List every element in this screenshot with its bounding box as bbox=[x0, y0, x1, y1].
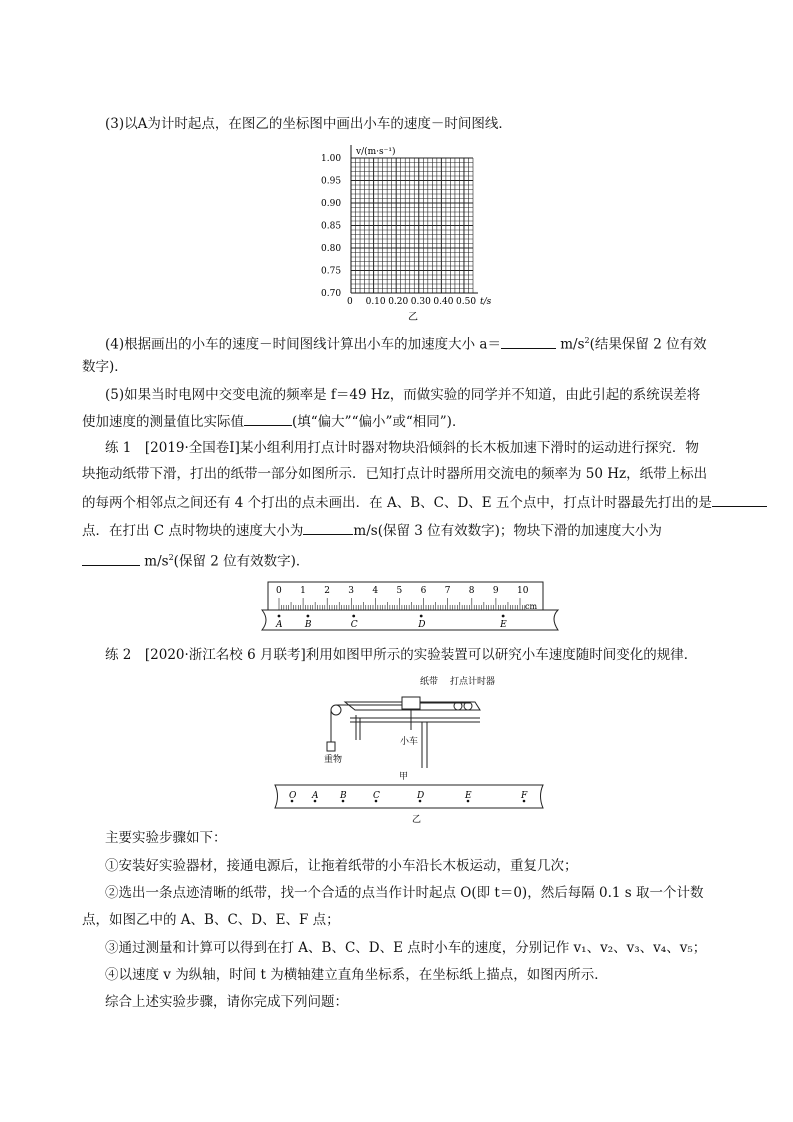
x-tick-label: 0.10 bbox=[365, 297, 386, 307]
ruler-number: 0 bbox=[276, 586, 282, 596]
ruler-number: 4 bbox=[372, 586, 379, 596]
question-4: (4)根据画出的小车的速度－时间图线计算出小车的加速度大小 $a= m/s^2$(结果保留 2 位有效 bbox=[105, 331, 707, 355]
tape-point-label: E bbox=[465, 791, 472, 801]
ruler-number: 9 bbox=[492, 586, 499, 596]
tape-label: 纸带 bbox=[420, 677, 439, 687]
y-tick-label: 0.85 bbox=[321, 221, 342, 232]
tape-point-label: C bbox=[373, 791, 380, 801]
x-tick-label: 0 bbox=[347, 297, 353, 307]
practice-2: 练 2 [2020·浙江名校 6 月联考]利用如图甲所示的实验装置可以研究小车速度随时间变化的规律． bbox=[105, 647, 698, 663]
tape-dot bbox=[420, 615, 423, 618]
tape-point-label: D bbox=[417, 791, 425, 801]
practice-1-line: 的每两个相邻点之间还有 4 个打出的点未画出．在 A、B、C、D、E 五个点中，打点计时器最先打出的是 bbox=[82, 492, 767, 513]
tape-point-label: A bbox=[312, 791, 319, 801]
x-axis-label: t/s bbox=[480, 297, 492, 307]
ruler-number: 3 bbox=[348, 586, 355, 596]
weight-label: 重物 bbox=[324, 755, 343, 765]
x-tick-label: 0.30 bbox=[410, 297, 431, 307]
tape-point-label: O bbox=[289, 791, 297, 801]
figure-caption-jia: 甲 bbox=[399, 772, 409, 782]
y-tick-label: 0.75 bbox=[321, 266, 342, 277]
ruler-unit: cm bbox=[525, 602, 538, 611]
tape-figure-yi bbox=[270, 784, 550, 824]
question-3: (3)以A为计时起点，在图乙的坐标图中画出小车的速度－时间图线． bbox=[105, 116, 512, 132]
y-tick-label: 0.80 bbox=[321, 244, 342, 254]
practice-1-line: 点．在打出 C 点时物块的速度大小为 m/s(保留 3 位有效数字)；物块下滑的加速度大小为 bbox=[82, 520, 662, 541]
y-axis-label: v/(m·s⁻¹) bbox=[356, 147, 396, 157]
steps-conclusion: 综合上述实验步骤，请你完成下列问题： bbox=[105, 994, 348, 1010]
steps-intro: 主要实验步骤如下： bbox=[105, 830, 227, 846]
figure-caption-yi: 乙 bbox=[412, 815, 422, 824]
x-tick-label: 0.20 bbox=[388, 297, 409, 307]
ruler-number: 1 bbox=[300, 586, 306, 596]
y-tick-label: 0.95 bbox=[321, 176, 342, 187]
step-2-cont: 点，如图乙中的 A、B、C、D、E、F 点； bbox=[82, 912, 340, 928]
graph-caption: 乙 bbox=[408, 312, 418, 323]
step-2: ②选出一条点迹清晰的纸带，找一个合适的点当作计时起点 O(即 t＝0)，然后每隔 0.1 s 取一个计数 bbox=[105, 885, 704, 901]
ruler-number: 8 bbox=[468, 586, 475, 596]
y-tick-label: 1.00 bbox=[321, 154, 342, 164]
ruler-tape-figure bbox=[258, 580, 568, 635]
ruler-number: 7 bbox=[444, 586, 451, 596]
tape-dot bbox=[307, 615, 310, 618]
tape-point-label: B bbox=[340, 791, 347, 801]
tape-point-label: C bbox=[350, 620, 358, 630]
ruler-number: 10 bbox=[517, 586, 529, 596]
x-tick-label: 0.50 bbox=[456, 297, 477, 307]
apparatus-figure bbox=[320, 670, 500, 785]
ruler-number: 2 bbox=[324, 586, 330, 596]
question-5: (5)如果当时电网中交变电流的频率是 f＝49 Hz，而做实验的同学并不知道，由此引起的系统误差将 bbox=[105, 387, 701, 403]
question-4-cont: 数字)． bbox=[82, 359, 128, 375]
tape-dot bbox=[502, 615, 505, 618]
practice-1: 练 1 [2019·全国卷Ⅰ]某小组利用打点计时器对物块沿倾斜的长木板加速下滑时的运动进行探究．物 bbox=[105, 440, 699, 456]
tape-point-label: F bbox=[521, 791, 528, 801]
cart-label: 小车 bbox=[400, 737, 419, 747]
tape-point-label: E bbox=[500, 620, 507, 630]
y-tick-label: 0.70 bbox=[321, 289, 342, 299]
tape-dot bbox=[352, 615, 355, 618]
velocity-time-grid bbox=[320, 140, 500, 325]
practice-1-line: $m/s^2$(保留 2 位有效数字)． bbox=[82, 548, 309, 572]
question-5-cont: 使加速度的测量值比实际值 (填“偏大”“偏小”或“相同”)． bbox=[82, 411, 465, 432]
tape-point-label: B bbox=[304, 620, 312, 630]
step-3: ③通过测量和计算可以得到在打 A、B、C、D、E 点时小车的速度，分别记作 v₁、v₂、v₃、v₄、v₅； bbox=[105, 940, 707, 956]
tape-point-label: D bbox=[418, 620, 426, 630]
practice-1-line: 块拖动纸带下滑，打出的纸带一部分如图所示．已知打点计时器所用交流电的频率为 50 Hz，纸带上标出 bbox=[82, 466, 708, 482]
y-tick-label: 0.90 bbox=[321, 199, 342, 209]
tape-point-label: A bbox=[276, 620, 283, 630]
ruler-number: 6 bbox=[420, 586, 427, 596]
tape-dot bbox=[278, 615, 281, 618]
x-tick-label: 0.40 bbox=[433, 297, 454, 307]
ruler-number: 5 bbox=[396, 586, 403, 596]
step-4: ④以速度 v 为纵轴，时间 t 为横轴建立直角坐标系，在坐标纸上描点，如图丙所示． bbox=[105, 967, 608, 983]
step-1: ①安装好实验器材，接通电源后，让拖着纸带的小车沿长木板运动，重复几次； bbox=[105, 858, 578, 874]
timer-label: 打点计时器 bbox=[450, 677, 496, 687]
